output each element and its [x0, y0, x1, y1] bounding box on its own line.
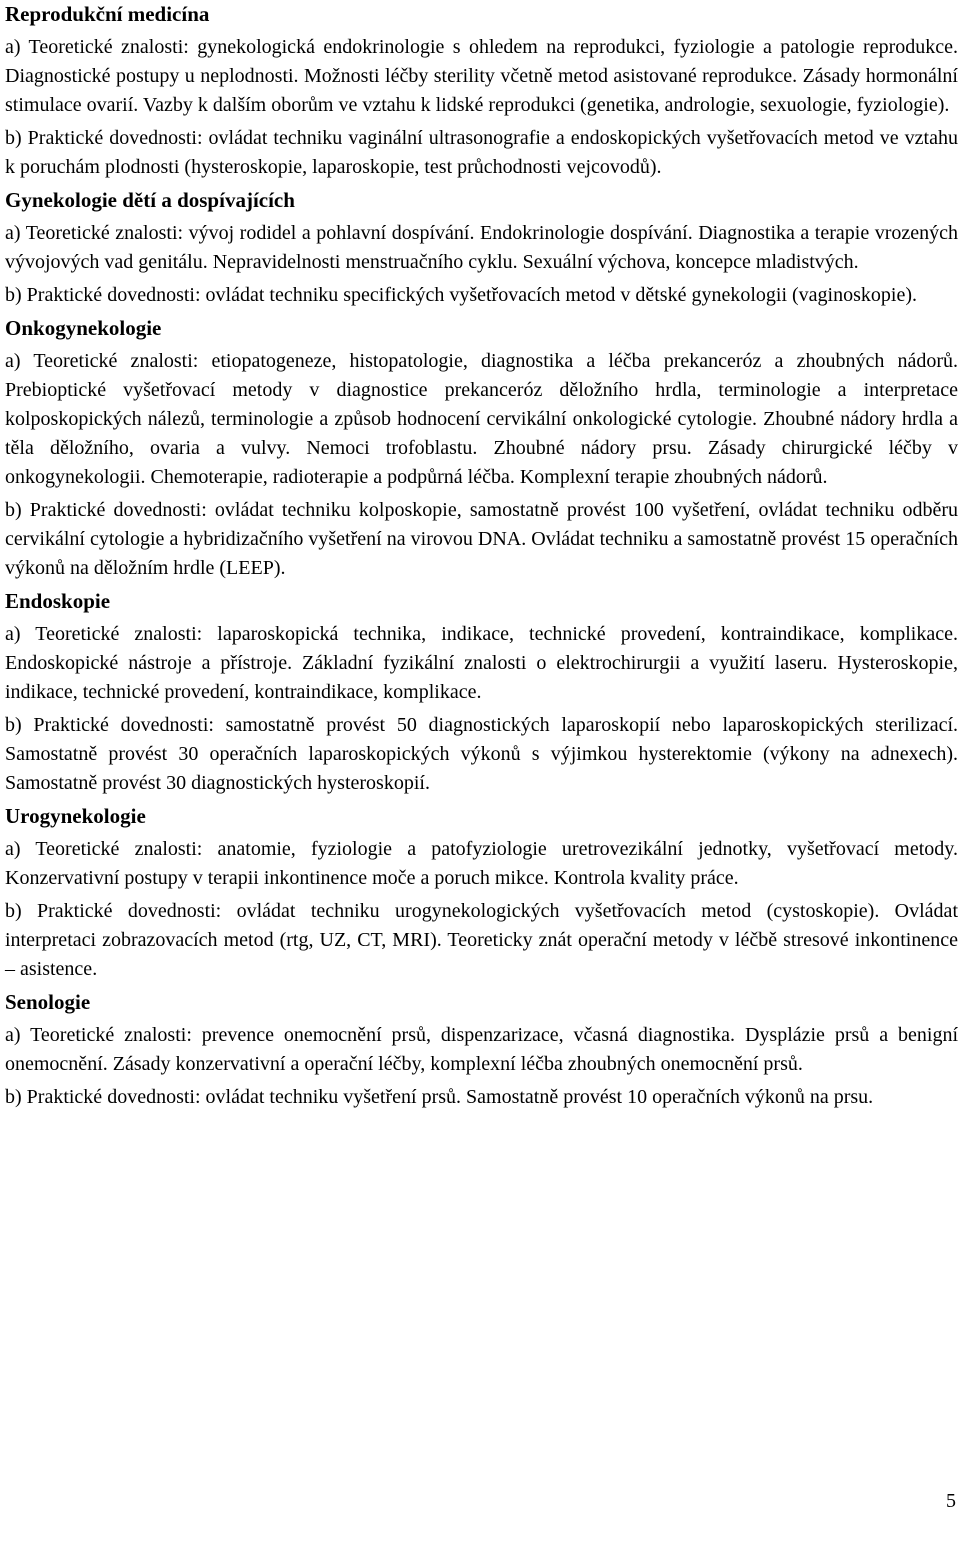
section-title: Urogynekologie	[5, 804, 146, 828]
paragraph-practice: b) Praktické dovednosti: ovládat techniku vaginální ultrasonografie a endoskopických vyšetřovacích metod ve vztahu k poruchám plodnosti (hysteroskopie, laparoskopie, test průchodnosti vejcovodů).	[5, 127, 958, 178]
section-endoskopie	[5, 587, 958, 798]
paragraph-theory: a) Teoretické znalosti: prevence onemocnění prsů, dispenzarizace, včasná diagnostika. Dysplázie prsů a benigní onemocnění. Zásady konzervativní a operační léčby, komplexní léčba zhoubných onemocnění prsů.	[5, 1024, 958, 1075]
section-title: Senologie	[5, 990, 91, 1014]
paragraph-theory: a) Teoretické znalosti: gynekologická endokrinologie s ohledem na reprodukci, fyziologie a patologie reprodukce. Diagnostické postupy u neplodnosti. Možnosti léčby sterility včetně metod asistované reprodukce. Zásady hormonální stimulace ovarií. Vazby k dalším oborům ve vztahu k lidské reprodukci (genetika, andrologie, sexuologie, fyziologie).	[5, 36, 958, 116]
section-onkogynekologie	[5, 314, 958, 583]
paragraph-practice: b) Praktické dovednosti: ovládat techniku kolposkopie, samostatně provést 100 vyšetření, ovládat techniku odběru cervikální cytologie a hybridizačního vyšetření na virovou DNA. Ovládat techniku a samostatně provést 15 operačních výkonů na děložním hrdle (LEEP).	[5, 499, 958, 579]
page-number: 5	[946, 1490, 956, 1512]
section-senologie	[5, 988, 958, 1112]
paragraph-theory: a) Teoretické znalosti: etiopatogeneze, histopatologie, diagnostika a léčba prekanceróz a zhoubných nádorů. Prebioptické vyšetřovací metody v diagnostice prekanceróz děložního hrdla, terminologie a interpretace kolposkopických nálezů, terminologie a způsob hodnocení cervikální onkologické cytologie. Zhoubné nádory hrdla a těla děložního, ovaria a vulvy. Nemoci trofoblastu. Zhoubné nádory prsu. Zásady chirurgické léčby v onkogynekologii. Chemoterapie, radioterapie a podpůrná léčba. Komplexní terapie zhoubných nádorů.	[5, 350, 958, 488]
section-gynekologie-deti	[5, 186, 958, 310]
section-title: Endoskopie	[5, 589, 111, 613]
section-title: Reprodukční medicína	[5, 2, 210, 26]
paragraph-theory: a) Teoretické znalosti: anatomie, fyziologie a patofyziologie uretrovezikální jednotky, vyšetřovací metody. Konzervativní postupy v terapii inkontinence moče a poruch mikce. Kontrola kvality práce.	[5, 838, 958, 889]
document-page	[5, 0, 958, 1116]
paragraph-theory: a) Teoretické znalosti: laparoskopická technika, indikace, technické provedení, kontraindikace, komplikace. Endoskopické nástroje a přístroje. Základní fyzikální znalosti o elektrochirurgii a využití laseru. Hysteroskopie, indikace, technické provedení, kontraindikace, komplikace.	[5, 623, 958, 703]
section-urogynekologie	[5, 802, 958, 984]
paragraph-practice: b) Praktické dovednosti: ovládat techniku specifických vyšetřovacích metod v dětské gynekologii (vaginoskopie).	[5, 284, 917, 306]
paragraph-practice: b) Praktické dovednosti: ovládat techniku urogynekologických vyšetřovacích metod (cystoskopie). Ovládat interpretaci zobrazovacích metod (rtg, UZ, CT, MRI). Teoreticky znát operační metody v léčbě stresové inkontinence – asistence.	[5, 900, 958, 980]
paragraph-practice: b) Praktické dovednosti: samostatně provést 50 diagnostických laparoskopií nebo laparoskopických sterilizací. Samostatně provést 30 operačních laparoskopických výkonů s výjimkou hysterektomie (výkony na adnexech). Samostatně provést 30 diagnostických hysteroskopií.	[5, 714, 958, 794]
paragraph-theory: a) Teoretické znalosti: vývoj rodidel a pohlavní dospívání. Endokrinologie dospívání. Diagnostika a terapie vrozených vývojových vad genitálu. Nepravidelnosti menstruačního cyklu. Sexuální výchova, koncepce mladistvých.	[5, 222, 958, 273]
paragraph-practice: b) Praktické dovednosti: ovládat techniku vyšetření prsů. Samostatně provést 10 operačních výkonů na prsu.	[5, 1086, 874, 1108]
section-title: Gynekologie dětí a dospívajících	[5, 188, 295, 212]
section-reprodukcni-medicina	[5, 0, 958, 182]
section-title: Onkogynekologie	[5, 316, 162, 340]
